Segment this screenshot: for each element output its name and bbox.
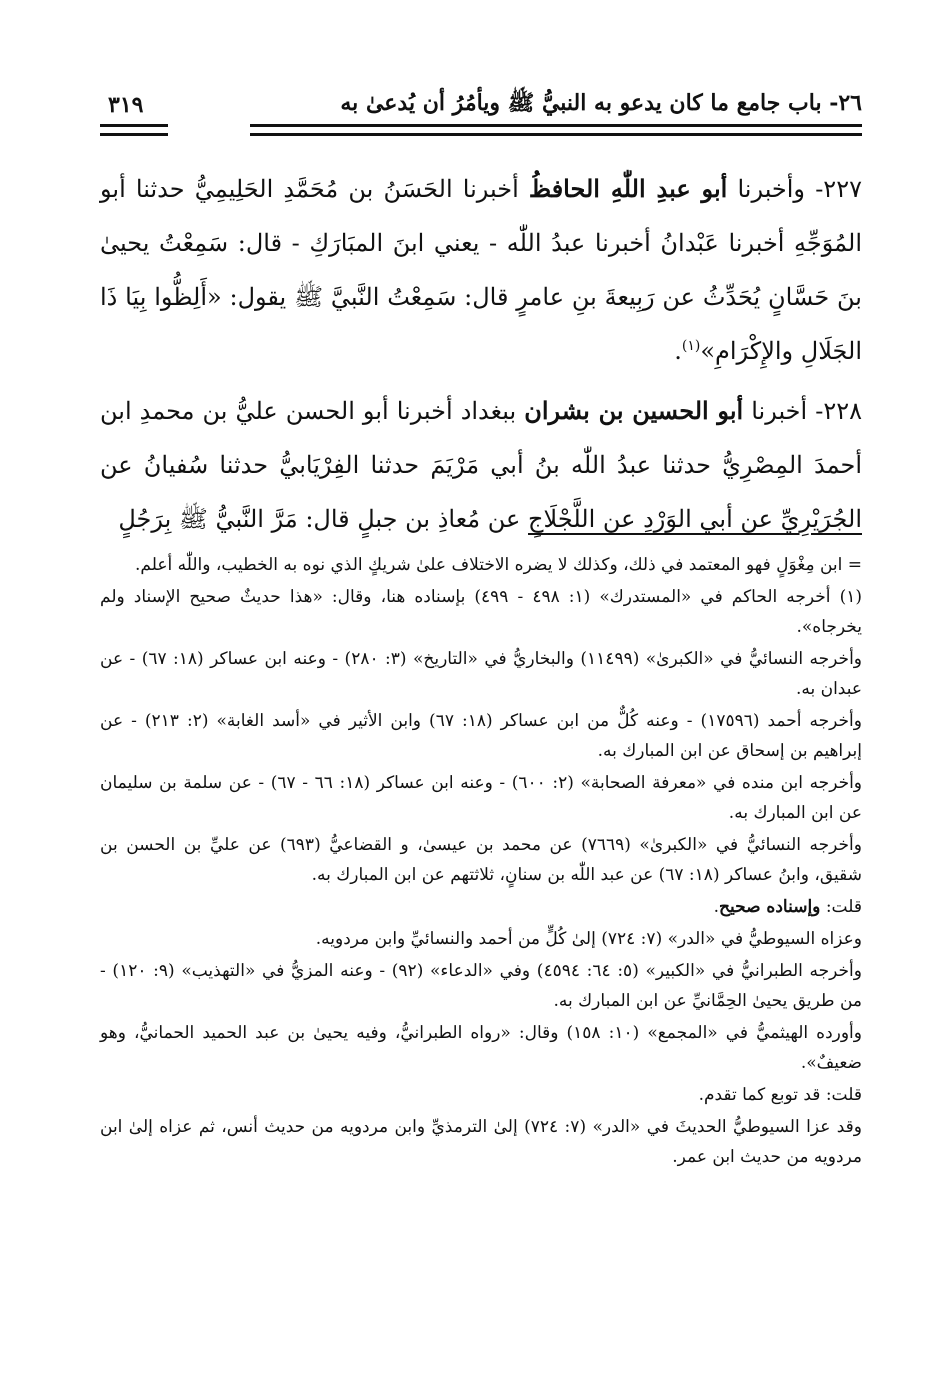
main-text bbox=[100, 162, 862, 552]
hadith-227 bbox=[100, 162, 862, 378]
narrator-name: أبو عبدِ اللّٰهِ الحافظُ bbox=[528, 174, 728, 203]
hadith-228 bbox=[100, 384, 862, 546]
footnote-paragraph: وعزاه السيوطيُّ في «الدر» (٧: ٧٢٤) إلىٰ كُلٍّ من أحمد والنسائيِّ وابن مردويه. bbox=[315, 929, 862, 949]
footnote-paragraph: وأخرجه النسائيُّ في «الكبرىٰ» (٧٦٦٩) عن محمد بن عيسىٰ، و القضاعيُّ (٦٩٣) عن عليِّ بن الحسن بن شقيق، وابنُ عساكر (١٨: ٦٧) عن عبد اللّٰه بن سنانٍ، ثلاثتهم عن ابن المبارك به. bbox=[100, 835, 862, 885]
narrator-name: أبو الحسين بن بشران bbox=[524, 396, 744, 425]
hadith-text: أخبرنا bbox=[751, 397, 808, 425]
footnote-paragraph: وأخرجه النسائيُّ في «الكبرىٰ» (١١٤٩٩) والبخاريُّ في «التاريخ» (٣: ٢٨٠) - وعنه ابن عساكر (١٨: ٦٧) - عن عبدان به. bbox=[100, 649, 862, 699]
footnote-paragraph: (١) أخرجه الحاكم في «المستدرك» (١: ٤٩٨ - ٤٩٩) بإسناده هنا، وقال: «هذا حديثٌ صحيح الإسناد ولم يخرجاه». bbox=[100, 587, 862, 637]
footnotes bbox=[100, 550, 862, 1174]
footnote-ref: (١) bbox=[681, 338, 701, 354]
header-rules bbox=[100, 124, 862, 136]
footnote-paragraph: = ابن مِغْوَلٍ فهو المعتمد في ذلك، وكذلك لا يضره الاختلاف علىٰ شريكٍ الذي نوه به الخطيب، واللّٰه أعلم. bbox=[135, 555, 862, 575]
footnote-paragraph: وأورده الهيثميُّ في «المجمع» (١٠: ١٥٨) وقال: «رواه الطبرانيُّ، وفيه يحيىٰ بن عبد الحميد الحمانيُّ، وهو ضعيفٌ». bbox=[100, 1023, 862, 1073]
footnote-paragraph: وأخرجه الطبرانيُّ في «الكبير» (٥: ٦٤: ٤٥٩٤) وفي «الدعاء» (٩٢) - وعنه المزيُّ في «التهذيب» (٩: ١٢٠) - من طريق يحيىٰ الحِمَّانيِّ عن ابن المبارك به. bbox=[100, 961, 862, 1011]
hadith-number: ٢٢٨- bbox=[815, 397, 862, 425]
chapter-title: ٢٦- باب جامع ما كان يدعو به النبيُّ ﷺ ويأمُرُ أن يُدعىٰ به bbox=[340, 90, 862, 116]
footnote-paragraph: قلت: قد توبع كما تقدم. bbox=[698, 1085, 862, 1105]
note-prefix: قلت: bbox=[825, 897, 862, 917]
footnote-paragraph: وأخرجه ابن منده في «معرفة الصحابة» (٢: ٦٠٠) - وعنه ابن عساكر (١٨: ٦٦ - ٦٧) - عن سلمة بن سليمان عن ابن المبارك به. bbox=[100, 773, 863, 823]
note-end: . bbox=[713, 897, 719, 917]
note-verdict: وإسناده صحيح bbox=[719, 897, 821, 917]
underlined-chain: الجُرَيْرِيِّ عن أبي الوَرْدِ عن اللَّجْلَاجِ bbox=[528, 505, 862, 533]
footnote-note bbox=[100, 892, 862, 922]
footnote-paragraph: وقد عزا السيوطيُّ الحديثَ في «الدر» (٧: ٧٢٤) إلىٰ الترمذيِّ وابن مردويه من حديث أنس، ثم عزاه إلىٰ ابن مردويه من حديث ابن عمر. bbox=[100, 1117, 863, 1167]
hadith-end: . bbox=[674, 337, 682, 365]
footnote-paragraph: وأخرجه أحمد (١٧٥٩٦) - وعنه كُلٌّ من ابن عساكر (١٨: ٦٧) وابن الأثير في «أسد الغابة» (٢: ٢١٣) - عن إبراهيم بن إسحاق عن ابن المبارك به. bbox=[100, 711, 862, 761]
header-rule-short bbox=[100, 124, 168, 136]
running-header bbox=[100, 88, 862, 122]
hadith-number: ٢٢٧- bbox=[815, 175, 862, 203]
hadith-text: عن مُعاذِ بن جبلٍ قال: مَرَّ النَّبيُّ ﷺ بِرَجُلٍ bbox=[118, 505, 521, 533]
hadith-text: ببغداد أخبرنا أبو الحسن عليُّ بن محمدِ ابن أحمدَ المِصْرِيُّ حدثنا عبدُ اللّٰه بنُ أبي مَرْيَمَ حدثنا الفِرْيَابيُّ حدثنا سُفيانُ عن bbox=[100, 397, 862, 479]
page-number: ٣١٩ bbox=[108, 92, 144, 118]
header-rule-long bbox=[250, 124, 862, 136]
hadith-text: وأخبرنا bbox=[737, 175, 806, 203]
hadith-text: أخبرنا الحَسَنُ بن مُحَمَّدِ الحَلِيمِيُّ حدثنا أبو المُوَجِّهِ أخبرنا عَبْدانُ أخبرنا عبدُ اللّٰه - يعني ابنَ المبَارَكِ - قال: سَمِعْتُ يحيىٰ بنَ حَسَّانٍ يُحَدِّثُ عن رَبِيعةَ بنِ عامرٍ قال: سَمِعْتُ النَّبيَّ ﷺ يقول: «أَلِظُّوا بِيَا ذَا الجَلَالِ والإِكْرَامِ» bbox=[100, 175, 862, 365]
